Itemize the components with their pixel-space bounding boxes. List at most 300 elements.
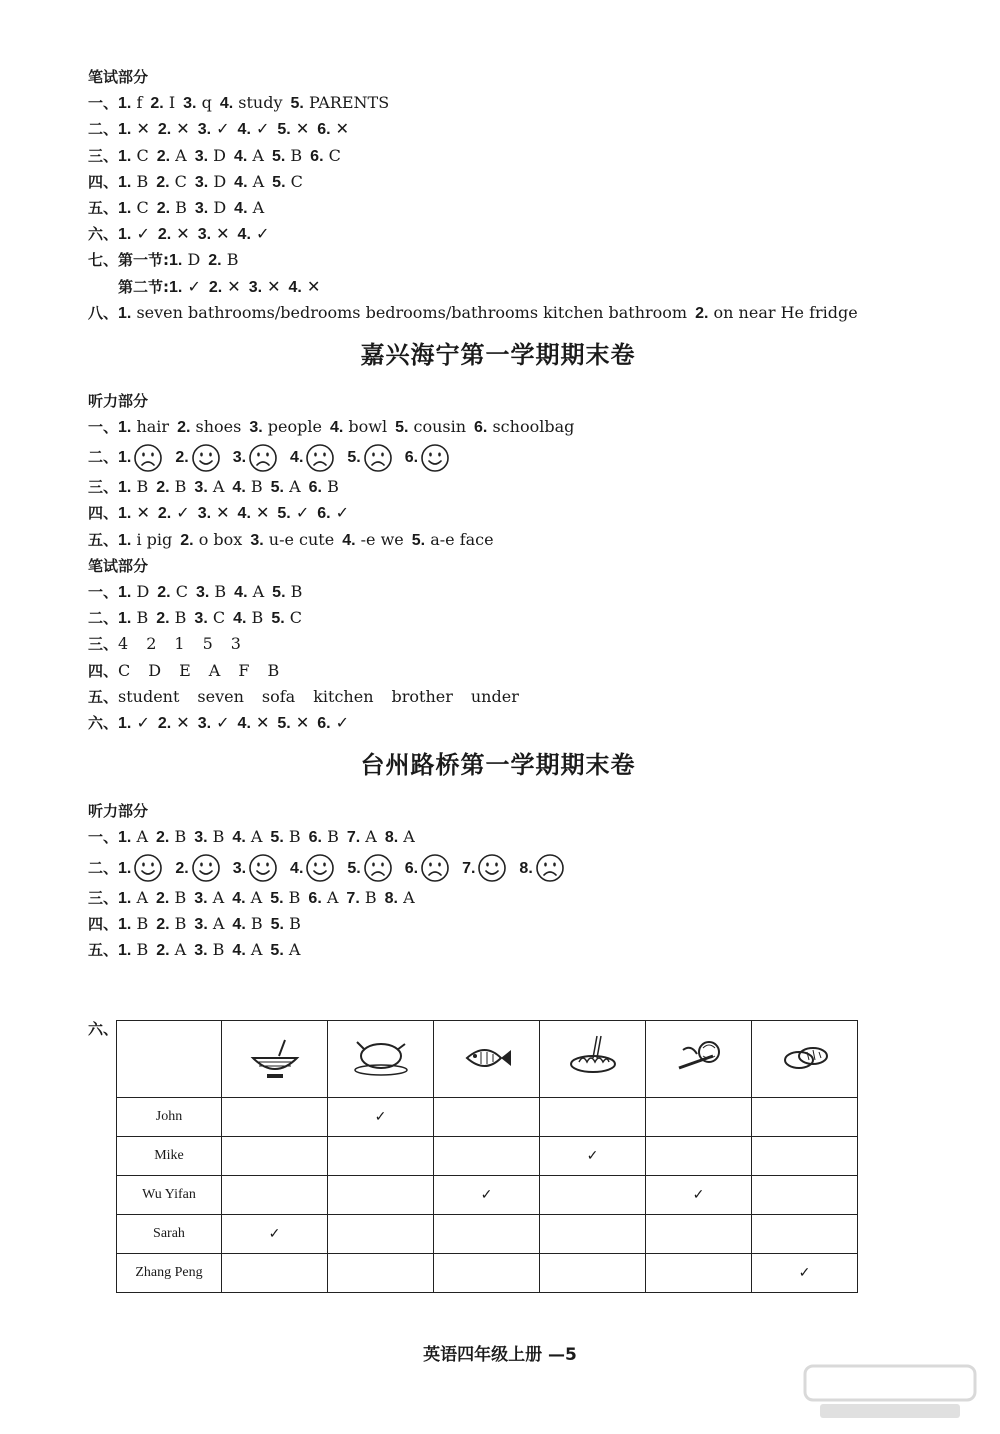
answer-item [695, 303, 858, 322]
answer-item [277, 503, 309, 522]
item-answer: B [251, 608, 264, 628]
answer-item [238, 224, 270, 243]
header-icon-cell [328, 1021, 434, 1098]
item-answer: ✓ [216, 119, 230, 139]
answer-item [330, 417, 387, 436]
item-answer: ✕ [306, 276, 321, 296]
table-row [117, 1215, 858, 1254]
item-answer: B [136, 608, 149, 628]
answer-item [232, 827, 262, 846]
answer-row [88, 221, 908, 247]
item-answer: D [213, 171, 227, 191]
item-number: 1. [118, 714, 132, 732]
item-number: 5. [395, 419, 409, 437]
item-answer: B [250, 477, 263, 497]
item-answer: D [187, 250, 201, 270]
answer-item [234, 198, 264, 217]
answer-item [395, 417, 466, 436]
item-number: 3. [232, 449, 247, 467]
item-number: 4. [232, 479, 246, 497]
face-item [405, 858, 454, 877]
item-number: 7. [462, 859, 476, 877]
header-icon-cell [222, 1021, 328, 1098]
answer-word: B [267, 660, 280, 680]
item-answer: A [288, 939, 301, 959]
item-number: 1. [118, 449, 132, 467]
item-number: 3. [194, 479, 208, 497]
item-number: 2. [157, 714, 172, 732]
item-number: 2. [180, 531, 194, 549]
item-number: 1. [118, 199, 132, 217]
answer-item [232, 477, 262, 496]
row-label: 三、 [88, 146, 119, 165]
row-label: 四、 [88, 661, 119, 680]
item-answer: A [326, 887, 339, 907]
item-answer: D [136, 582, 150, 601]
name-cell: Sarah [117, 1215, 222, 1254]
answer-item [277, 119, 309, 138]
item-answer: ✓ [335, 712, 350, 732]
item-answer: ✕ [295, 119, 310, 139]
item-number: 5. [270, 829, 284, 847]
row-label: 二、 [88, 120, 119, 139]
answer-item [249, 417, 322, 436]
answer-item [156, 888, 186, 907]
answer-item [385, 827, 415, 846]
item-number: 6. [317, 121, 331, 139]
row-label: 四、 [88, 504, 119, 523]
item-number: 3. [197, 226, 212, 244]
answer-item [309, 477, 339, 496]
answer-item [118, 119, 150, 138]
answer-item [157, 146, 187, 165]
answer-row [88, 658, 908, 684]
noodles-icon [563, 1030, 623, 1084]
item-number: 3. [194, 173, 209, 191]
check-cell [222, 1137, 328, 1176]
item-answer: A [252, 145, 264, 165]
item-number: 2. [156, 147, 171, 165]
item-answer: A [212, 887, 225, 907]
answer-item [194, 477, 224, 496]
row-label: 三、 [88, 478, 119, 497]
item-answer: B [136, 939, 149, 959]
name-cell: Wu Yifan [117, 1176, 222, 1215]
header-icon-cell [646, 1021, 752, 1098]
item-number: 4. [237, 121, 251, 139]
answer-row [88, 274, 908, 300]
item-answer: B [212, 827, 225, 847]
item-number: 4. [342, 531, 356, 549]
item-number: 4. [288, 278, 302, 296]
answer-item [220, 93, 283, 112]
item-answer: B [290, 145, 303, 165]
answer-item [156, 914, 186, 933]
item-answer: ✕ [216, 503, 230, 523]
item-number: 4. [233, 610, 247, 628]
happy-face-icon [420, 443, 450, 473]
section-header: 笔试部分 [88, 68, 149, 86]
check-cell [646, 1137, 752, 1176]
item-answer: ✓ [295, 503, 310, 523]
item-number: 2. [175, 859, 189, 877]
answer-item [195, 198, 226, 217]
section-title: 嘉兴海宁第一学期期末卷 [360, 340, 636, 369]
answer-item [309, 827, 339, 846]
item-number: 4. [234, 173, 248, 191]
item-number: 1. [118, 829, 132, 847]
check-cell: ✓ [646, 1176, 752, 1215]
item-answer: A [175, 145, 187, 165]
item-number: 1. [169, 252, 183, 270]
answer-row [88, 527, 908, 553]
item-answer: i pig [136, 529, 173, 549]
header-icon-cell [752, 1021, 858, 1098]
answer-item [180, 530, 242, 549]
check-cell [646, 1215, 752, 1254]
answer-item [347, 827, 377, 846]
answer-item [342, 530, 404, 549]
answer-item [234, 582, 264, 601]
item-answer: on near He fridge [713, 302, 858, 322]
answer-item [158, 224, 190, 243]
answer-row [88, 605, 908, 631]
row-label: 八、 [88, 303, 119, 322]
item-number: 5. [272, 173, 286, 191]
answer-item [158, 119, 190, 138]
answer-item [156, 940, 186, 959]
item-number: 5. [270, 915, 284, 933]
answer-row [88, 684, 908, 710]
item-answer: C [174, 171, 187, 191]
face-item [462, 858, 511, 877]
answer-item [194, 608, 225, 627]
item-answer: C [136, 145, 149, 165]
item-number: 6. [404, 859, 419, 877]
item-number: 1. [118, 584, 132, 601]
item-number: 2. [156, 829, 170, 847]
answer-item [474, 417, 574, 436]
answer-item [238, 503, 270, 522]
answer-item [271, 608, 302, 627]
check-cell [434, 1137, 540, 1176]
answer-item [209, 277, 241, 296]
item-answer: ✓ [187, 276, 201, 296]
table-section-label: 六、 [88, 1020, 119, 1038]
item-answer: B [175, 197, 187, 217]
answer-row [88, 90, 908, 116]
item-number: 4. [234, 199, 248, 217]
answer-item [194, 914, 224, 933]
item-answer: ✕ [136, 503, 150, 523]
item-number: 8. [384, 829, 399, 847]
answer-item [250, 530, 334, 549]
item-number: 2. [208, 252, 222, 270]
section-header: 笔试部分 [88, 556, 149, 575]
item-number: 1. [118, 419, 132, 437]
item-answer: C [290, 171, 303, 191]
answer-item [232, 888, 262, 907]
item-answer: B [288, 887, 301, 907]
answer-item [271, 914, 301, 933]
row-label: 三、 [88, 888, 119, 907]
row-label: 一、 [88, 828, 119, 847]
item-number: 2. [157, 226, 172, 244]
item-number: 1. [118, 479, 132, 497]
item-answer: A [365, 827, 377, 847]
item-answer: ✕ [267, 276, 281, 296]
item-answer: B [226, 250, 239, 270]
answer-item [118, 713, 150, 732]
check-cell: ✓ [434, 1176, 540, 1215]
item-number: 7. [346, 829, 361, 847]
item-number: 2. [157, 584, 171, 601]
item-answer: o box [198, 529, 243, 549]
item-answer: B [212, 939, 225, 959]
answer-item [317, 503, 349, 522]
item-answer: B [214, 582, 227, 601]
item-number: 3. [248, 278, 263, 296]
answer-item [238, 119, 270, 138]
item-answer: A [252, 197, 265, 217]
name-cell: John [117, 1098, 222, 1137]
answer-item [118, 582, 149, 601]
item-number: 2. [157, 121, 172, 139]
answer-item [156, 608, 186, 627]
check-cell: ✓ [540, 1137, 646, 1176]
check-cell [646, 1254, 752, 1293]
sad-face-icon [305, 443, 335, 473]
answer-item [118, 827, 148, 846]
item-number: 1. [118, 173, 132, 191]
answer-item [118, 224, 150, 243]
check-cell [328, 1215, 434, 1254]
row-label: 二、 [88, 609, 119, 628]
check-cell [646, 1098, 752, 1137]
section-header: 听力部分 [88, 802, 149, 821]
answer-item [277, 713, 309, 732]
answer-item [177, 417, 241, 436]
item-answer: ✓ [335, 503, 350, 523]
item-answer: B [288, 827, 301, 847]
item-number: 7. [346, 889, 360, 907]
row-label: 五、 [88, 198, 119, 217]
answer-item [291, 93, 390, 112]
answer-item [118, 530, 172, 549]
answer-word: under [470, 686, 519, 706]
happy-face-icon [133, 853, 163, 883]
row-label: 七、第一节: [88, 251, 169, 270]
item-answer: ✓ [255, 224, 270, 244]
check-cell [752, 1176, 858, 1215]
item-number: 5. [347, 449, 361, 467]
item-answer: people [267, 417, 322, 437]
item-number: 3. [249, 419, 263, 437]
item-number: 8. [519, 859, 533, 877]
item-answer: f [136, 93, 143, 113]
answer-item [118, 93, 142, 112]
faces-row [88, 851, 908, 885]
item-number: 5. [277, 714, 291, 732]
item-number: 2. [150, 95, 164, 113]
answer-item [198, 503, 230, 522]
face-item [233, 447, 282, 466]
answer-item [194, 827, 224, 846]
item-number: 1. [118, 147, 132, 165]
row-label: 三、 [88, 635, 119, 654]
item-answer: A [174, 939, 187, 959]
answer-item [198, 224, 230, 243]
happy-face-icon [248, 853, 278, 883]
item-answer: cousin [413, 417, 467, 437]
table-row [117, 1176, 858, 1215]
item-answer: A [403, 827, 415, 847]
item-number: 4. [232, 829, 246, 847]
face-item [175, 447, 224, 466]
name-cell: Zhang Peng [117, 1254, 222, 1293]
item-number: 3. [194, 199, 209, 217]
answer-item [198, 119, 230, 138]
item-number: 5. [411, 531, 426, 549]
item-number: 1. [118, 505, 132, 523]
item-answer: ✕ [255, 712, 270, 732]
answer-row [88, 631, 908, 657]
answer-word: student [118, 686, 180, 706]
item-answer: ✕ [216, 224, 230, 244]
check-cell [540, 1254, 646, 1293]
item-answer: B [136, 171, 149, 191]
answer-item [169, 250, 200, 269]
item-answer: D [213, 145, 226, 165]
item-number: 2. [177, 419, 191, 437]
item-answer: D [213, 197, 227, 217]
item-number: 3. [197, 121, 212, 139]
answer-item [317, 119, 349, 138]
item-answer: ✕ [176, 712, 190, 732]
row-label: 一、 [88, 94, 119, 113]
item-answer: -e we [360, 529, 404, 549]
item-number: 3. [194, 829, 208, 847]
roast-chicken-icon [351, 1030, 411, 1084]
name-cell: Mike [117, 1137, 222, 1176]
item-number: 4. [232, 889, 246, 907]
table-row [117, 1137, 858, 1176]
item-answer: schoolbag [492, 417, 575, 437]
item-number: 1. [118, 915, 132, 933]
item-number: 5. [270, 479, 284, 497]
item-number: 2. [208, 278, 223, 296]
answer-word: sofa [261, 686, 296, 706]
face-item [118, 447, 167, 466]
item-answer: hair [136, 417, 170, 437]
item-number: 4. [237, 226, 251, 244]
item-answer: B [136, 913, 149, 933]
sad-face-icon [363, 443, 393, 473]
face-item [290, 858, 339, 877]
answer-item [346, 888, 376, 907]
answer-item [208, 250, 238, 269]
item-answer: B [327, 827, 339, 847]
watermark-logo [800, 1362, 980, 1422]
answer-word: E [179, 660, 191, 680]
answer-word: seven [197, 686, 244, 706]
item-answer: ✕ [136, 119, 150, 139]
item-answer: A [136, 887, 149, 907]
answer-word: 5 [202, 634, 213, 654]
answer-item [270, 888, 300, 907]
answer-word: 3 [230, 634, 241, 654]
item-answer: ✕ [255, 503, 270, 523]
item-answer: ✕ [227, 276, 241, 296]
item-answer: B [290, 582, 303, 601]
row-label: 六、 [88, 225, 119, 244]
item-number: 6. [474, 419, 488, 437]
check-cell [328, 1137, 434, 1176]
check-cell [540, 1215, 646, 1254]
section-title: 台州路桥第一学期期末卷 [360, 751, 636, 780]
answer-word: 4 [118, 634, 129, 654]
row-label: 五、 [88, 940, 119, 959]
item-answer: A [212, 913, 225, 933]
header-empty-cell [117, 1021, 222, 1098]
answer-item [118, 198, 149, 217]
item-number: 5. [347, 859, 361, 877]
happy-face-icon [191, 853, 221, 883]
vegetables-icon [669, 1030, 729, 1084]
answer-item [118, 477, 148, 496]
check-cell [434, 1098, 540, 1137]
item-answer: bowl [348, 417, 388, 437]
item-number: 3. [194, 889, 208, 907]
answer-item [289, 277, 321, 296]
answer-item [118, 303, 687, 322]
answer-row [88, 474, 908, 500]
item-number: 8. [384, 889, 398, 907]
item-answer: B [174, 913, 187, 933]
item-answer: q [201, 93, 212, 113]
answer-item [194, 888, 224, 907]
answer-item [118, 914, 148, 933]
check-cell: ✓ [222, 1215, 328, 1254]
item-number: 5. [277, 121, 291, 139]
answer-word: C [118, 660, 131, 680]
faces-row [88, 440, 908, 474]
item-number: 3. [194, 941, 208, 959]
item-number: 2. [156, 173, 170, 191]
check-cell [434, 1254, 540, 1293]
item-number: 4. [237, 714, 251, 732]
item-answer: ✓ [216, 712, 230, 732]
answer-row [88, 414, 908, 440]
answer-row [88, 169, 908, 195]
answer-item [118, 503, 150, 522]
item-answer: PARENTS [308, 93, 390, 113]
answer-word: A [208, 660, 221, 680]
item-number: 1. [118, 95, 132, 113]
item-number: 1. [118, 226, 132, 244]
item-answer: a-e face [430, 529, 494, 549]
answer-item [196, 582, 226, 601]
answer-item [385, 888, 415, 907]
item-number: 5. [270, 941, 284, 959]
check-cell [328, 1176, 434, 1215]
answer-word: 2 [146, 634, 157, 654]
item-number: 4. [219, 95, 234, 113]
item-number: 6. [310, 147, 324, 165]
answer-item [272, 582, 302, 601]
page-footer: 英语四年级上册 —5 [423, 1345, 577, 1365]
item-number: 2. [156, 941, 170, 959]
